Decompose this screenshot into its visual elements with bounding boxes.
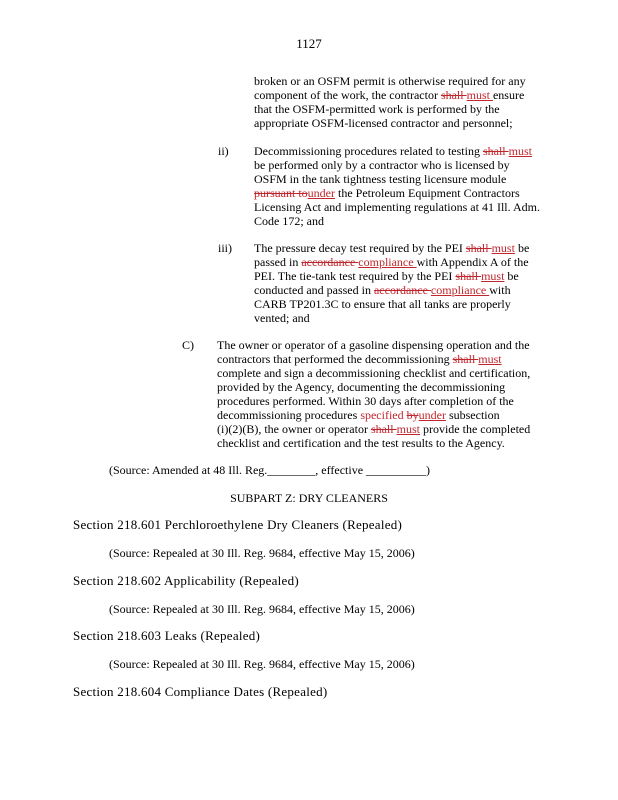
text-line: be performed only by a contractor who is licensed by	[254, 158, 510, 172]
text-line	[217, 422, 530, 436]
text-run: Decommissioning procedures related to testing	[254, 144, 483, 158]
inserted-text: must	[491, 241, 515, 255]
deleted-text: shall	[370, 422, 397, 436]
section-heading: Section 218.602 Applicability (Repealed)	[73, 573, 299, 588]
source-note-amended: (Source: Amended at 48 Ill. Reg.________, effective __________)	[109, 463, 431, 477]
paragraph-ii	[254, 144, 540, 228]
text-line: Licensing Act and implementing regulations at 41 Ill. Adm.	[254, 200, 540, 214]
text-run: component of the work, the contractor	[254, 88, 441, 102]
text-run: be	[504, 269, 519, 283]
inserted-text: compliance	[430, 283, 490, 297]
text-run: conducted and passed in	[254, 283, 374, 297]
text-line: CARB TP201.3C to ensure that all tanks are properly	[254, 297, 511, 311]
deleted-text: shall	[455, 269, 482, 283]
text-line: broken or an OSFM permit is otherwise required for any	[254, 74, 526, 88]
text-line: OSFM in the tank tightness testing licensure module	[254, 172, 507, 186]
text-line	[254, 255, 529, 269]
deleted-text: shall	[452, 352, 479, 366]
source-note: (Source: Repealed at 30 Ill. Reg. 9684, effective May 15, 2006)	[109, 657, 415, 671]
paragraph-c	[217, 338, 530, 450]
text-run: the Petroleum Equipment Contractors	[335, 186, 520, 200]
text-line: that the OSFM-permitted work is performed by the	[254, 102, 500, 116]
text-line	[217, 352, 530, 366]
paragraph-iii	[254, 241, 529, 325]
inserted-text: must	[396, 422, 420, 436]
text-line	[254, 241, 529, 255]
inserted-text: must	[478, 352, 502, 366]
text-line: The owner or operator of a gasoline dispensing operation and the	[217, 338, 530, 352]
text-run: ensure	[492, 88, 525, 102]
text-run: passed in	[254, 255, 302, 269]
text-line	[254, 186, 540, 200]
item-marker-iii: iii)	[218, 241, 232, 255]
text-run: (i)(2)(B), the owner or operator	[217, 422, 371, 436]
inserted-text: must	[466, 88, 493, 102]
item-marker-c: C)	[182, 338, 194, 352]
deleted-text: shall	[465, 241, 492, 255]
subpart-heading: SUBPART Z: DRY CLEANERS	[230, 491, 388, 505]
source-note: (Source: Repealed at 30 Ill. Reg. 9684, effective May 15, 2006)	[109, 546, 415, 560]
text-run: with	[489, 283, 511, 297]
text-line: complete and sign a decommissioning checklist and certification,	[217, 366, 531, 380]
text-run: decommissioning procedures	[217, 408, 361, 422]
inserted-text: under	[307, 186, 335, 200]
text-line: appropriate OSFM-licensed contractor and personnel;	[254, 116, 513, 130]
text-run: with Appendix A of the	[416, 255, 529, 269]
deleted-text: shall	[482, 144, 509, 158]
inserted-text: compliance	[358, 255, 417, 269]
text-run: subsection	[445, 408, 500, 422]
text-run: PEI. The tie-tank test required by the PEI	[254, 269, 456, 283]
text-line: checklist and certification and the test results to the Agency.	[217, 436, 505, 450]
deleted-text: by	[406, 408, 419, 422]
deleted-text: accordance	[373, 283, 431, 297]
deleted-text: accordance	[301, 255, 359, 269]
deleted-text: shall	[440, 88, 467, 102]
paragraph-continuation	[254, 74, 526, 130]
inserted-text: specified	[360, 408, 407, 422]
text-line: Code 172; and	[254, 214, 324, 228]
text-run: The pressure decay test required by the PEI	[254, 241, 466, 255]
text-line: provided by the Agency, documenting the decommissioning	[217, 380, 506, 394]
section-heading: Section 218.604 Compliance Dates (Repealed)	[73, 684, 328, 699]
item-marker-ii: ii)	[218, 144, 229, 158]
text-run: provide the completed	[419, 422, 531, 436]
text-line	[254, 283, 529, 297]
text-run: contractors that performed the decommissioning	[217, 352, 453, 366]
source-note: (Source: Repealed at 30 Ill. Reg. 9684, effective May 15, 2006)	[109, 602, 415, 616]
text-line	[217, 408, 530, 422]
text-line	[254, 144, 540, 158]
page-number: 1127	[296, 36, 322, 51]
text-line: vented; and	[254, 311, 310, 325]
inserted-text: must	[481, 269, 505, 283]
text-line: procedures performed. Within 30 days after completion of the	[217, 394, 514, 408]
section-heading: Section 218.603 Leaks (Repealed)	[73, 628, 261, 643]
deleted-text: pursuant to	[254, 186, 308, 200]
inserted-text: must	[508, 144, 532, 158]
inserted-text: under	[418, 408, 446, 422]
section-heading: Section 218.601 Perchloroethylene Dry Cleaners (Repealed)	[73, 517, 403, 532]
text-run: be	[514, 241, 530, 255]
text-line	[254, 269, 529, 283]
text-line	[254, 88, 526, 102]
